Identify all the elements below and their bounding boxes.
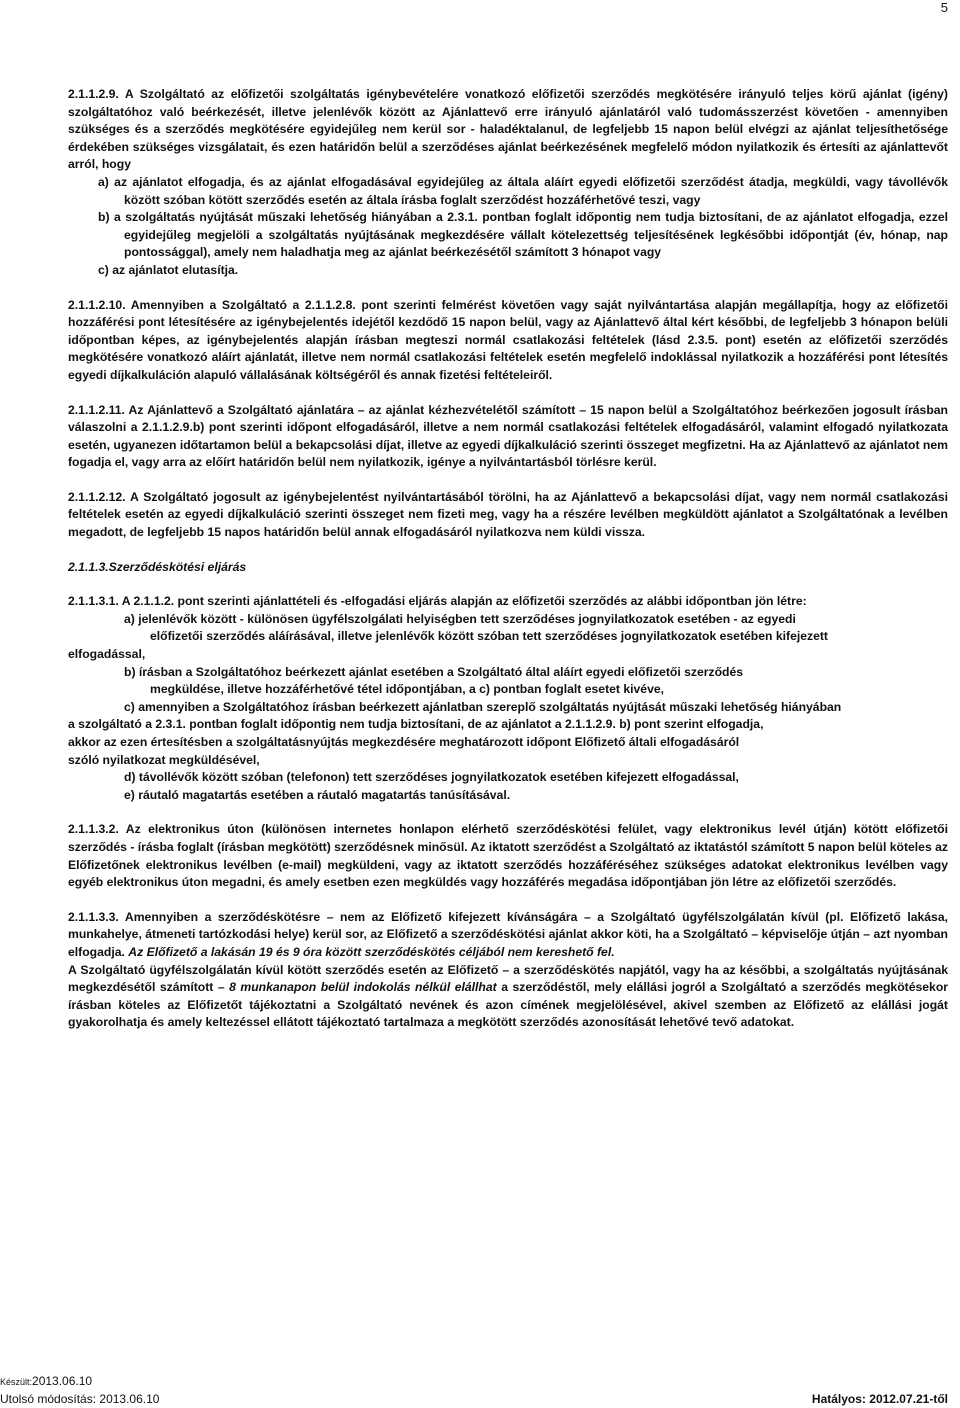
page-number: 5 (940, 0, 948, 15)
created-date: Készült:2013.06.10 (0, 1374, 93, 1388)
list-item-b: b) a szolgáltatás nyújtását műszaki lehetőség hiányában a 2.3.1. pontban foglalt időpontig nem tudja biztosítani, de az ajánlatot elfogadja, ezzel egyidejűleg megjelöli a szolgáltatás nyújtásának megkezdésére vállalt kötelezettség teljesítésének legkésőbbi időpontját (év, hónap, nap pontossággal), amely nem haladhatja meg az ajánlat beérkezésétől számított 3 hónapot vagy (98, 210, 948, 260)
list-item-a: a) az ajánlatot elfogadja, és az ajánlat elfogadásával egyidejűleg az általa aláírt egyedi előfizetői szerződést átadja, megküldi, vagy távollévők között szóban kötött szerződés esetén az általa írásba foglalt szerződést hozzáférhetővé teszi, vagy (98, 174, 948, 207)
paragraph-2-1-1-2-9: 2.1.1.2.9. A Szolgáltató az előfizetői szolgáltatás igénybevételére vonatkozó előfizetői szerződés megkötésére irányuló teljes körű ajánlat (igény) szolgáltatóhoz való beérkezését, illetve jelenlévők között az Ajánlattevő erre irányuló ajánlatáról való tudomásszerzést követően - amennyiben szükséges és a szerződés megkötésére egyidejűleg nem kerül sor - haladéktalanul, de legfeljebb 15 napon belül elvégzi az ajánlat teljesíthetősége érdekében szükséges vizsgálatait, és ezen határidőn belül a szerződéses ajánlat beérkezésének megfelelő módon nyilatkozik és értesíti az ajánlattevőt arról, hogy (68, 87, 948, 172)
paragraph-2-1-1-3-1: 2.1.1.3.1. A 2.1.1.2. pont szerinti ajánlattételi és -elfogadási eljárás alapján az előfizetői szerződés az alábbi időpontban jön létre: (68, 594, 807, 609)
document-body (68, 86, 948, 1032)
paragraph-2-1-1-3-2: 2.1.1.3.2. Az elektronikus úton (különösen internetes honlapon elérhető szerződéskötési felület, vagy elektronikus levél útján) kötött előfizetői szerződés - írásba foglalt (írásban megkötött) szerződésnek minősül. Az iktatott szerződést a Szolgáltató az iktatástól számított 5 napon belül köteles az Előfizetőnek elektronikus levélben (e-mail) megküldeni, vagy az iktatott szerződés hozzáféréséhez szükséges adatokat elektronikus levélben vagy egyéb elektronikus úton megadni, és amely esetben ezen megküldés vagy hozzáférés megadása időpontjában jön létre az előfizetői szerződés. (68, 822, 948, 890)
withdrawal-tail: a szerződéstől, mely elállási jogról a Szolgáltató a szerződés megkötésekor írásban köteles az Előfizetőt tájékoztatni a Szolgáltató nevének és azon címének megjelölésével, akivel szemben az Előfizető az elállási jogát gyakorolhatja és amely keltezéssel ellátott tájékoztató tartalmaza a megkötött szerződés azonosítását lehetővé tevő adatokat. (68, 980, 949, 1030)
list-item-a-line2: előfizetői szerződés aláírásával, illetve jelenlévők között szóban tett szerződéses jognyilatkozatok esetében kifejezett (150, 629, 828, 644)
withdrawal-italic: 8 munkanapon belül indokolás nélkül elállhat (229, 980, 497, 995)
list-item-e: e) ráutaló magatartás esetében a ráutaló magatartás tanúsításával. (124, 787, 511, 802)
list-item-b-line1: b) írásban a Szolgáltatóhoz beérkezett ajánlat esetében a Szolgáltató által aláírt egyedi előfizetői szerződés (124, 664, 744, 679)
list-item-c-line4: szóló nyilatkozat megküldésével, (68, 752, 260, 767)
list-item-c: c) az ajánlatot elutasítja. (98, 262, 239, 277)
paragraph-withdrawal (68, 962, 948, 1032)
modified-date: Utolsó módosítás: 2013.06.10 (0, 1392, 160, 1406)
paragraph-2-1-1-2-11: 2.1.1.2.11. Az Ajánlattevő a Szolgáltató ajánlatára – az ajánlat kézhezvételétől számított – 15 napon belül a Szolgáltatóhoz beérkezően jogosult írásban válaszolni a 2.1.1.2.9.b) pont szerinti időpont elfogadásáról, illetve a nem normál csatlakozási feltételek elfogadásáról, valamint elfogadó nyilatkozata esetén, ugyanezen időtartamon belül a bekapcsolási díjat, illetve az egyedi díjkalkuláció szerinti összeget megfizetni. Ha az Ajánlattevő az ajánlatot nem fogadja el, vagy arra az előírt határidőn belül nem nyilatkozik, igénye a nyilvántartásból törlésre kerül. (68, 402, 948, 470)
section-title: 2.1.1.3.Szerződéskötési eljárás (68, 559, 247, 574)
paragraph-2-1-1-3-3-italic: Az Előfizető a lakásán 19 és 9 óra között szerződéskötés céljából nem kereshető fel. (128, 944, 615, 959)
list-item-b-line2: megküldése, illetve hozzáférhetővé tétel időpontjában, a c) pontban foglalt esetet kivéve, (150, 682, 665, 697)
list-item-a-line1: a) jelenlévők között - különösen ügyfélszolgálati helyiségben tett szerződéses jognyilatkozatok esetében - az egyedi (124, 611, 796, 626)
effective-date: Hatályos: 2012.07.21-től (811, 1392, 948, 1406)
list-item-c-line2: a szolgáltató a 2.3.1. pontban foglalt időpontig nem tudja biztosítani, de az ajánlatot a 2.1.1.2.9. b) pont szerint elfogadja, (68, 717, 764, 732)
list-item-c-line3: akkor az ezen értesítésben a szolgáltatásnyújtás megkezdésére meghatározott időpont Előfizető általi elfogadásáról (68, 735, 740, 749)
list-item-d: d) távollévők között szóban (telefonon) tett szerződéses jognyilatkozatok esetében kifejezett elfogadással, (124, 770, 739, 785)
list-item-a-line3: elfogadással, (68, 647, 146, 662)
list-item-c-line1: c) amennyiben a Szolgáltatóhoz írásban beérkezett ajánlatban szereplő szolgáltatás nyújtását műszaki lehetőség hiányában (124, 699, 842, 714)
paragraph-2-1-1-2-10: 2.1.1.2.10. Amennyiben a Szolgáltató a 2.1.1.2.8. pont szerinti felmérést követően vagy saját nyilvántartása alapján megállapítja, hogy az előfizetői hozzáférési pont létesítésére az igénybejelentés idejétől kezdődő 15 napon belül, vagy az Ajánlattevő által kért későbbi, de legfeljebb 3 hónapon belüli időpontban képes, az igénybejelentés alapján írásban megteszi normál csatlakozási feltételek (lásd 2.3.5. pont) esetén az előfizetői szerződés megkötésére vonatkozó aláírt ajánlatát, illetve nem normál csatlakozási feltételek esetén megfelelő indoklással nyilatkozik a hozzáférési pont létesítés egyedi díjkalkuláción alapuló vállalásának költségéről és annak fizetési feltételeiről. (68, 297, 948, 382)
paragraph-2-1-1-3-3 (68, 909, 948, 962)
paragraph-2-1-1-2-12: 2.1.1.2.12. A Szolgáltató jogosult az igénybejelentést nyilvántartásából törölni, ha az Ajánlattevő a bekapcsolási díjat, vagy nem normál csatlakozási feltételek esetén az egyedi díjkalkuláció szerinti összeget nem fizeti meg, vagy ha a részére levélben megküldött ajánlatot a Szolgáltatónak a levélben megadott, de legfeljebb 15 napos határidőn belül annak elfogadásáról nyilatkozva nem küldi vissza. (68, 489, 948, 540)
paragraph-2-1-1-3-3-lead: 2.1.1.3.3. Amennyiben a szerződéskötésre – nem az Előfizető kifejezett kívánságára – a Szolgáltató ügyfélszolgálatán kívül (pl. Előfizető lakása, munkahelye, átmeneti tartózkodási helye) kerül sor, az Előfizető a szerződéskötési ajánlat akkor köti, ha a Szolgáltató – képviselője útján – azt nyomban elfogadja. (68, 909, 948, 959)
withdrawal-lead: A Szolgáltató ügyfélszolgálatán kívül kötött szerződés esetén az Előfizető – a szerződéskötés napjától, vagy ha az későbbi, a szolgáltatás nyújtásának megkezdésétől számított – (68, 962, 948, 995)
